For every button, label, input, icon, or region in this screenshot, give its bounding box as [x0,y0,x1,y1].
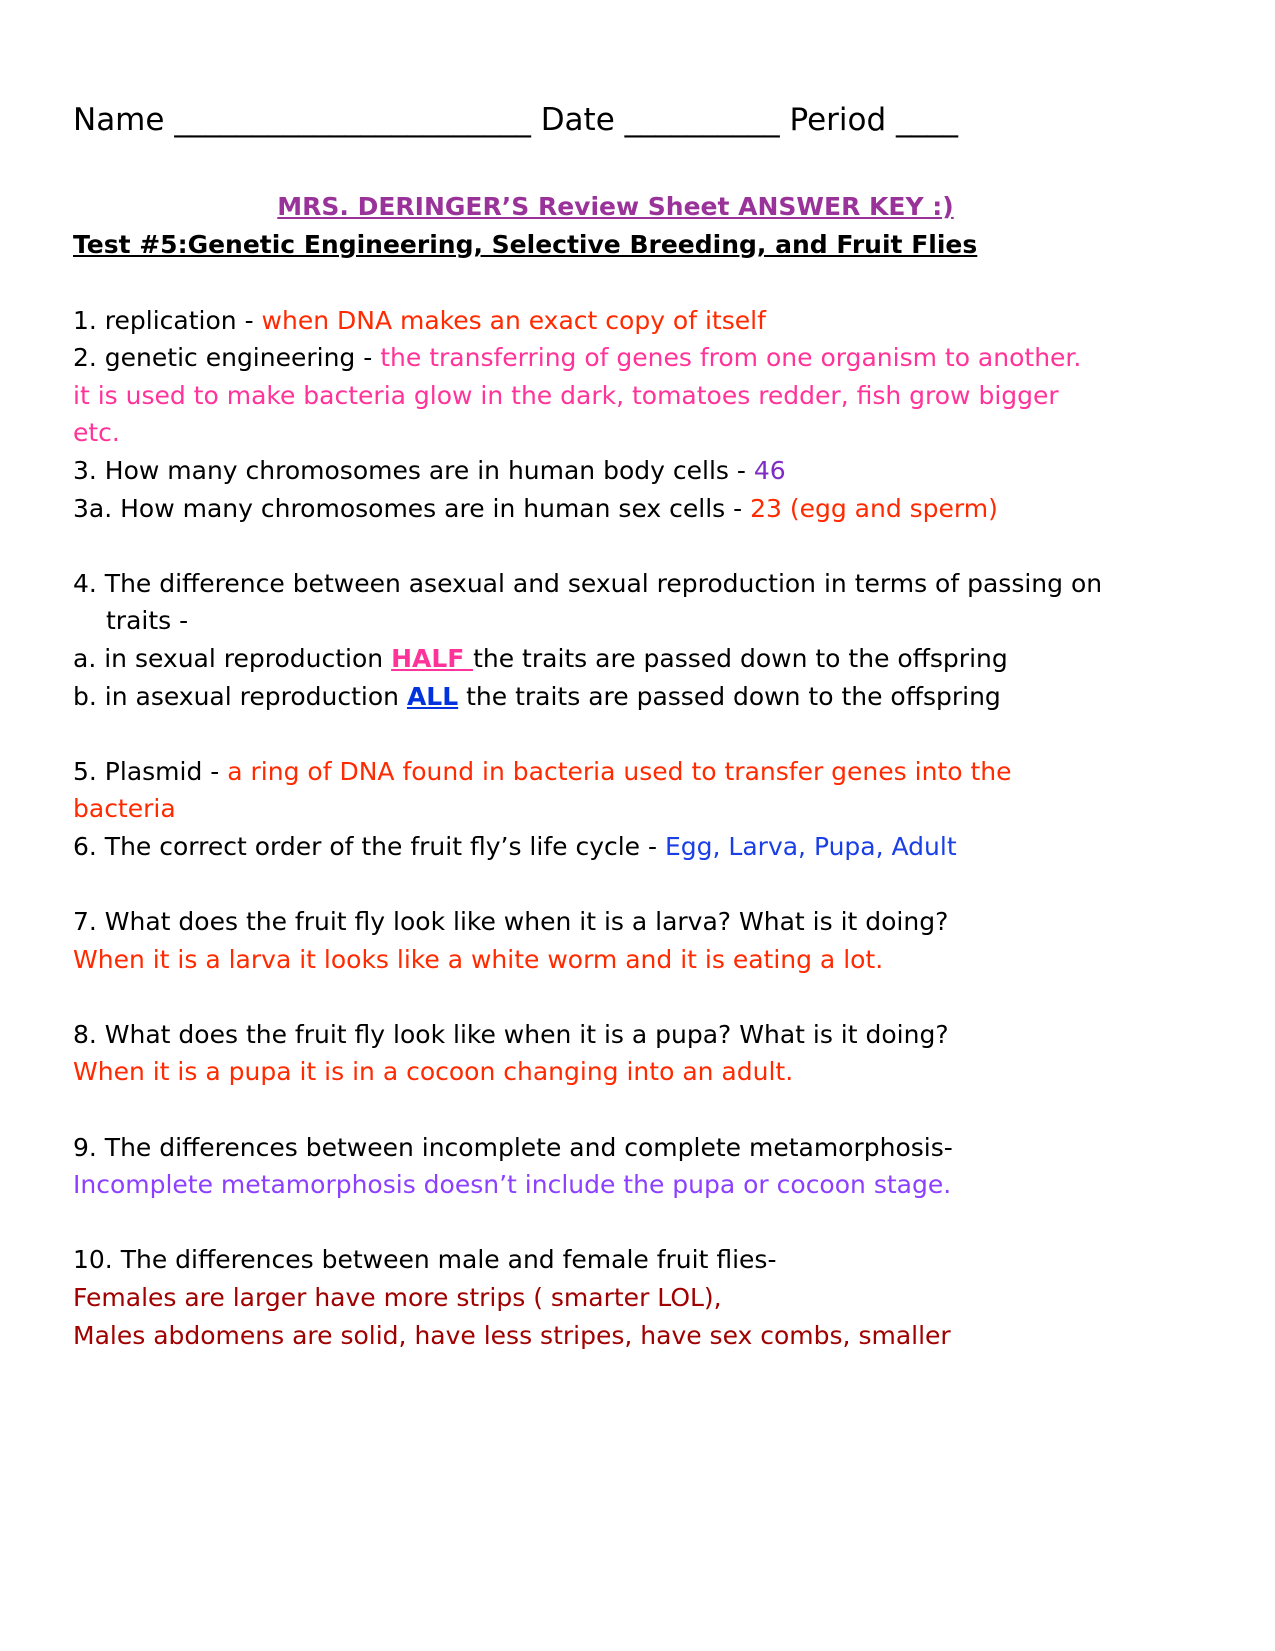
all-highlight: ALL [406,681,459,711]
answer-key-title: MRS. DERINGER’S Review Sheet ANSWER KEY :) [277,192,954,221]
question-3a-answer: 23 (egg and sperm) [750,493,998,523]
question-1 [73,302,1203,340]
question-5-answer-cont: bacteria [73,794,176,824]
question-4b [73,678,1203,716]
question-4b-suffix: the traits are passed down to the offspring [458,681,1001,711]
question-4-prompt: 4. The difference between asexual and sexual reproduction in terms of passing on [73,568,1103,598]
question-2-answer-cont: etc. [73,418,120,448]
question-5-prompt: 5. Plasmid - [73,756,228,786]
period-blank: ____ [896,102,959,138]
question-1-answer: when DNA makes an exact copy of itself [261,305,766,335]
name-blank: _______________________ [174,102,531,138]
question-2-answer-cont: it is used to make bacteria glow in the dark, tomatoes redder, fish grow bigger [73,380,1059,410]
question-2-prompt: 2. genetic engineering - [73,343,381,373]
student-info-header [73,96,1203,144]
half-highlight: HALF [391,643,474,673]
question-10-answer: Females are larger have more strips ( smarter LOL), [73,1283,722,1313]
date-blank: __________ [624,102,780,138]
question-9-prompt: 9. The differences between incomplete and complete metamorphosis- [73,1132,953,1162]
question-2-answer: the transferring of genes from one organism to another. [380,343,1082,373]
question-list [73,264,1203,1354]
question-4a-suffix: the traits are passed down to the offspring [473,643,1008,673]
name-label: Name [73,102,165,138]
question-5 [73,753,1203,791]
question-5-answer: a ring of DNA found in bacteria used to transfer genes into the [227,756,1012,786]
question-4-prompt-cont: traits - [106,606,189,636]
question-2 [73,339,1203,377]
question-8-answer: When it is a pupa it is in a cocoon changing into an adult. [73,1057,794,1087]
question-10-prompt: 10. The differences between male and female fruit flies- [73,1245,777,1275]
question-3-prompt: 3. How many chromosomes are in human body cells - [73,455,754,485]
question-8-prompt: 8. What does the fruit fly look like when it is a pupa? What is it doing? [73,1019,949,1049]
question-6 [73,828,1203,866]
question-1-prompt: 1. replication - [73,305,262,335]
question-6-answer: Egg, Larva, Pupa, Adult [664,831,957,861]
question-10-answer-cont: Males abdomens are solid, have less stripes, have sex combs, smaller [73,1320,951,1350]
question-7-prompt: 7. What does the fruit fly look like when it is a larva? What is it doing? [73,907,949,937]
question-7-answer: When it is a larva it looks like a white worm and it is eating a lot. [73,944,884,974]
question-9-answer: Incomplete metamorphosis doesn’t include the pupa or cocoon stage. [73,1170,952,1200]
date-label: Date [540,102,615,138]
answer-key-page [73,96,1203,1354]
test-title: Test #5:Genetic Engineering, Selective Breeding, and Fruit Flies [73,230,978,259]
question-3 [73,452,1203,490]
question-4a-prefix: a. in sexual reproduction [73,643,392,673]
question-6-prompt: 6. The correct order of the fruit fly’s life cycle - [73,831,665,861]
question-3a [73,490,1203,528]
question-4a [73,640,1203,678]
question-3-answer: 46 [753,455,786,485]
question-4b-prefix: b. in asexual reproduction [73,681,407,711]
period-label: Period [789,102,887,138]
question-3a-prompt: 3a. How many chromosomes are in human sex cells - [73,493,751,523]
